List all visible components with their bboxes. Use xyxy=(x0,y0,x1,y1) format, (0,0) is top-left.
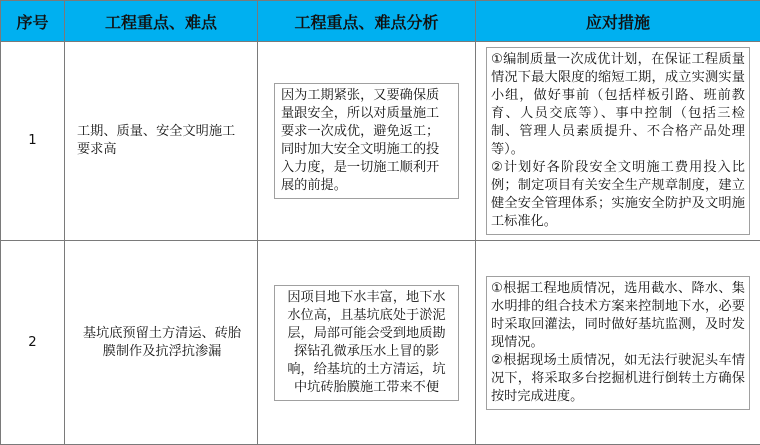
key-point-text: 基坑底预留土方清运、砖胎膜制作及抗浮抗渗漏 xyxy=(75,325,247,361)
measures-box xyxy=(486,47,750,235)
measure-item: ②根据现场土质情况，如无法行驶泥头车情况下，将采取多台挖掘机进行倒转土方确保按时完成进度。 xyxy=(491,352,745,406)
row-index: 2 xyxy=(1,241,65,445)
row-measures xyxy=(476,42,760,241)
analysis-text: 因为工期紧张，又要确保质量跟安全，所以对质量施工要求一次成优，避免返工；同时加大安全文明施工的投入力度，是一切施工顺利开展的前提。 xyxy=(274,83,459,199)
measure-item: ①根据工程地质情况，选用截水、降水、集水明排的组合技术方案来控制地下水，必要时采取回灌法，同时做好基坑监测，及时发现情况。 xyxy=(491,280,745,352)
row-measures xyxy=(476,241,760,445)
measure-item: ②计划好各阶段安全文明施工费用投入比例；制定项目有关安全生产规章制度，建立健全安全管理体系；实施安全防护及文明施工标准化。 xyxy=(491,159,745,231)
analysis-text: 因项目地下水丰富，地下水水位高，且基坑底处于淤泥层，局部可能会受到地质勘探钻孔微承压水上冒的影响，给基坑的土方清运，坑中坑砖胎膜施工带来不便 xyxy=(274,285,459,401)
row-analysis xyxy=(258,241,476,445)
header-key-points: 工程重点、难点 xyxy=(65,1,258,42)
row-key-point xyxy=(65,42,258,241)
header-row xyxy=(1,1,760,42)
table-row xyxy=(1,241,760,445)
key-point-text: 工期、质量、安全文明施工要求高 xyxy=(75,123,247,159)
table-row xyxy=(1,42,760,241)
header-measures: 应对措施 xyxy=(476,1,760,42)
row-index: 1 xyxy=(1,42,65,241)
measure-item: ①编制质量一次成优计划，在保证工程质量情况下最大限度的缩短工期，成立实测实量小组，做好事前（包括样板引路、班前教育、人员交底等）、事中控制（包括三检制、管理人员素质提升、不合格产品处理等）。 xyxy=(491,51,745,159)
row-key-point xyxy=(65,241,258,445)
row-analysis xyxy=(258,42,476,241)
header-index: 序号 xyxy=(1,1,65,42)
measures-box xyxy=(486,276,750,410)
header-analysis: 工程重点、难点分析 xyxy=(258,1,476,42)
